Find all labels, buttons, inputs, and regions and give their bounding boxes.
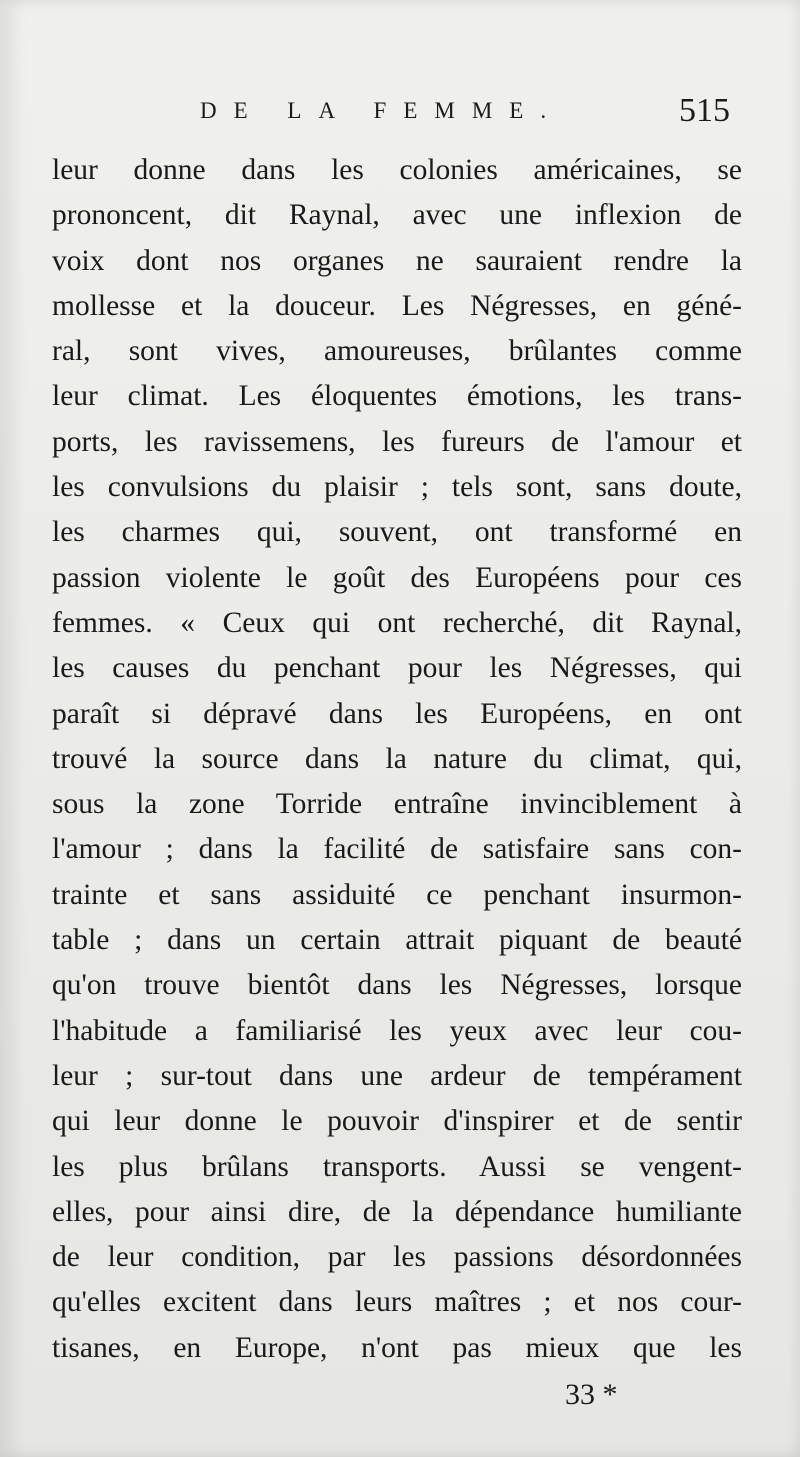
text-line: ports, les ravissemens, les fureurs de l'amour et (52, 425, 742, 458)
text-line: trainte et sans assiduité ce penchant insurmon- (52, 878, 742, 911)
text-line: prononcent, dit Raynal, avec une inflexion de (52, 199, 742, 232)
text-line: les plus brûlans transports. Aussi se vengent- (52, 1150, 742, 1183)
text-line: sous la zone Torride entraîne invinciblement à (52, 788, 742, 821)
text-line: les convulsions du plaisir ; tels sont, sans doute, (52, 471, 742, 504)
text-line: passion violente le goût des Européens pour ces (52, 561, 742, 594)
text-line: leur ; sur-tout dans une ardeur de tempérament (52, 1059, 742, 1092)
page-header (200, 92, 730, 142)
page-number: 515 (679, 92, 730, 129)
text-line: l'amour ; dans la facilité de satisfaire sans con- (52, 833, 742, 866)
text-line: voix dont nos organes ne sauraient rendre la (52, 244, 742, 277)
text-line: les charmes qui, souvent, ont transformé en (52, 516, 742, 549)
text-line: ral, sont vives, amoureuses, brûlantes comme (52, 335, 742, 368)
text-line: mollesse et la douceur. Les Négresses, en géné- (52, 289, 742, 322)
text-line: femmes. « Ceux qui ont recherché, dit Raynal, (52, 606, 742, 639)
body-text (52, 148, 742, 1371)
text-line: de leur condition, par les passions désordonnées (52, 1241, 742, 1274)
text-line: qui leur donne le pouvoir d'inspirer et de sentir (52, 1105, 742, 1138)
text-line: elles, pour ainsi dire, de la dépendance humiliante (52, 1195, 742, 1228)
text-line: leur donne dans les colonies américaines, se (52, 154, 742, 186)
text-line: les causes du penchant pour les Négresses, qui (52, 652, 742, 685)
text-line: tisanes, en Europe, n'ont pas mieux que les (52, 1331, 742, 1364)
text-line: leur climat. Les éloquentes émotions, les trans- (52, 380, 742, 413)
text-line: table ; dans un certain attrait piquant de beauté (52, 924, 742, 957)
signature-mark: 33 * (565, 1378, 618, 1411)
text-line: l'habitude a familiarisé les yeux avec leur cou- (52, 1014, 742, 1047)
text-line: qu'on trouve bientôt dans les Négresses, lorsque (52, 969, 742, 1002)
text-line: qu'elles excitent dans leurs maîtres ; et nos cour- (52, 1286, 742, 1319)
running-head: DE LA FEMME. (200, 98, 564, 123)
text-line: paraît si dépravé dans les Européens, en ont (52, 697, 742, 730)
text-line: trouvé la source dans la nature du climat, qui, (52, 742, 742, 775)
